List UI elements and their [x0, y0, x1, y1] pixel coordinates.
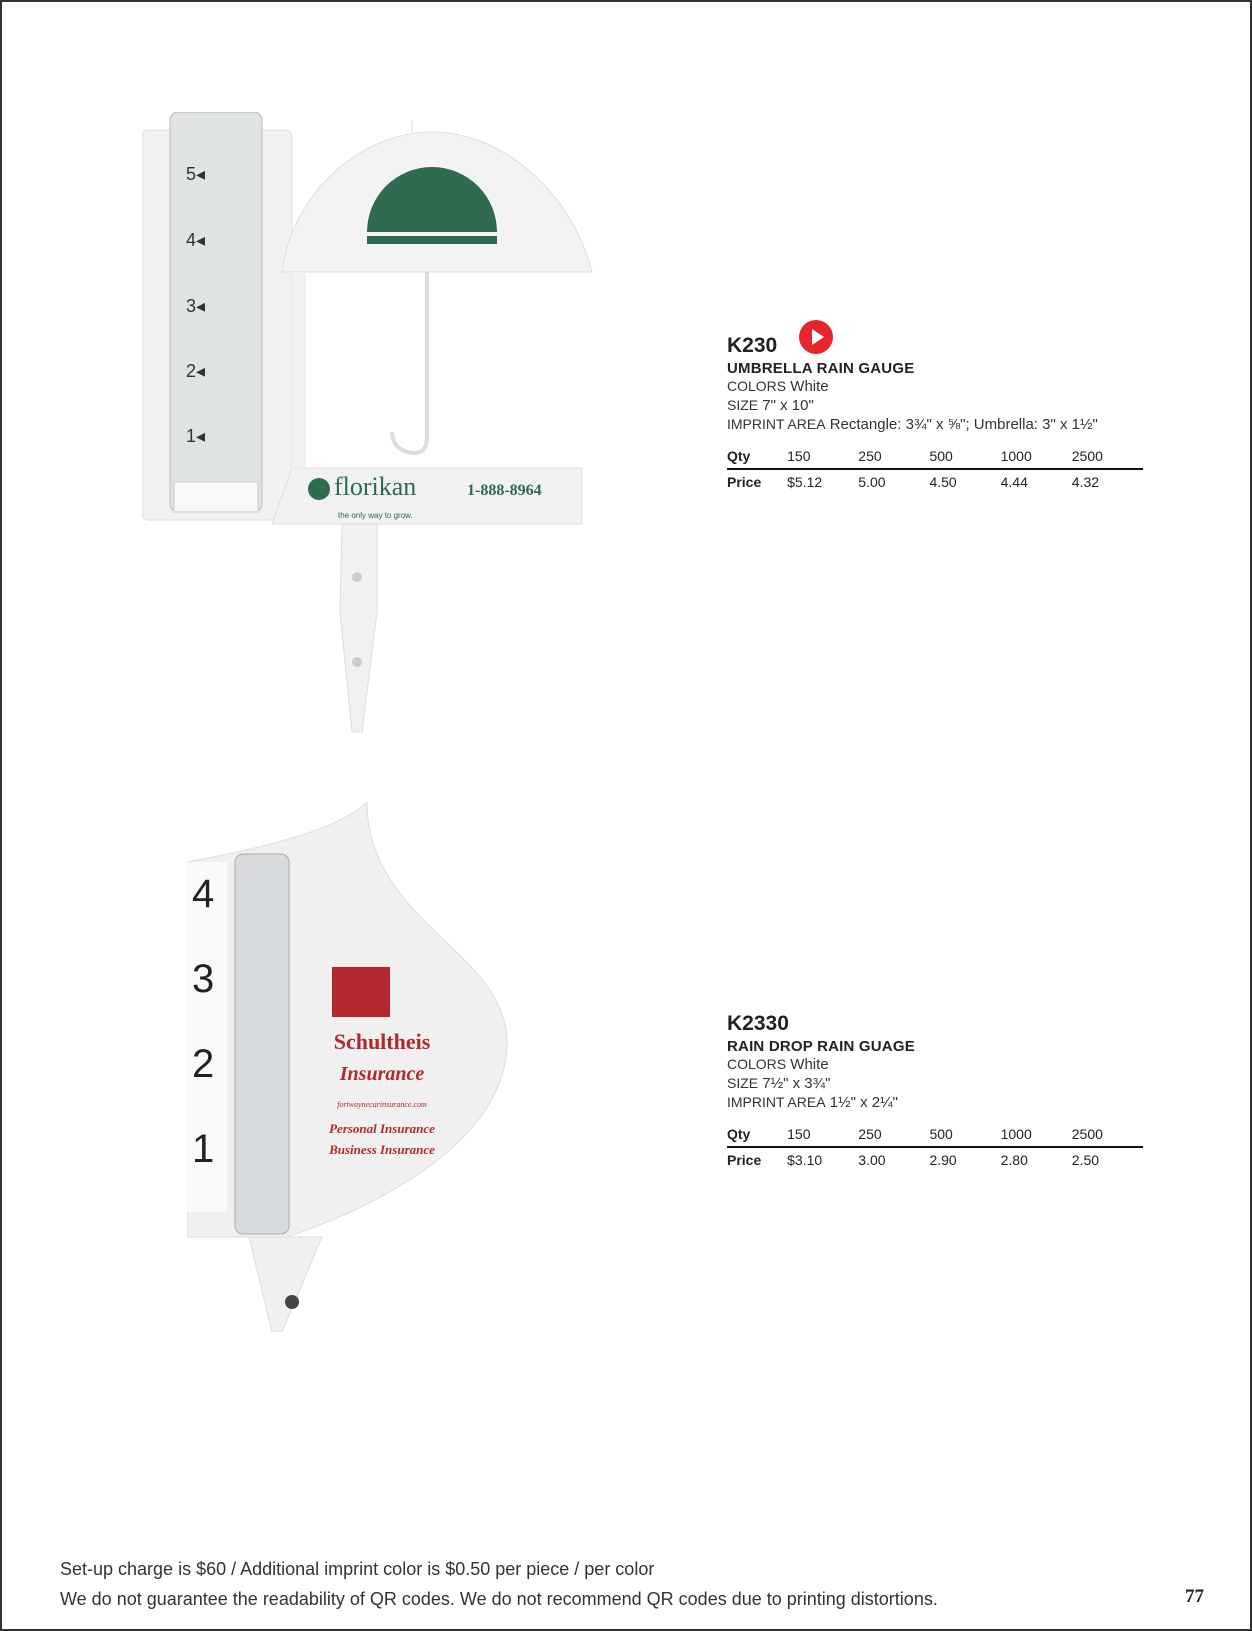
imprint-tagline: the only way to grow. [338, 511, 413, 520]
imprint-brand: Schultheis [333, 1029, 431, 1054]
qty-cell: 2500 [1072, 1122, 1143, 1147]
qty-label: Qty [727, 444, 787, 469]
qty-cell: 1000 [1001, 444, 1072, 469]
colors-value: White [790, 1056, 829, 1073]
svg-text:3◂: 3◂ [186, 296, 206, 316]
price-label: Price [727, 1152, 762, 1168]
imprint-label: IMPRINT AREA [727, 416, 826, 432]
product-name: RAIN DROP RAIN GUAGE [727, 1038, 915, 1055]
price-cell: 4.32 [1071, 474, 1100, 490]
qty-cell: 500 [929, 444, 1000, 469]
qty-cell: 250 [858, 444, 929, 469]
play-video-icon[interactable] [799, 320, 833, 354]
price-cell: 3.00 [858, 1152, 886, 1168]
price-table [727, 444, 1143, 494]
product-code: K2330 [727, 1012, 789, 1035]
qty-cell: 250 [858, 1122, 929, 1147]
svg-text:2◂: 2◂ [186, 361, 206, 381]
price-table [727, 1122, 1143, 1172]
rain-drop-rain-gauge-image [187, 802, 547, 1332]
price-cell: 5.00 [858, 474, 886, 490]
product-k230 [727, 334, 1143, 494]
price-cell: 4.44 [1000, 474, 1028, 490]
qty-cell: 150 [787, 1122, 858, 1147]
colors-label: COLORS [727, 378, 787, 394]
price-cell: 2.50 [1071, 1152, 1100, 1168]
product-code: K230 [727, 334, 778, 357]
imprint-value: 1½" x 2¼" [829, 1094, 898, 1111]
price-cell: 2.80 [1000, 1152, 1028, 1168]
qty-label: Qty [727, 1122, 787, 1147]
svg-text:1◂: 1◂ [186, 426, 206, 446]
imprint-phone: 1-888-8964 [467, 482, 542, 499]
qty-cell: 1000 [1001, 1122, 1072, 1147]
price-cell: $3.10 [787, 1152, 823, 1168]
product-k2330 [727, 1012, 1143, 1172]
svg-text:1: 1 [192, 1127, 215, 1171]
imprint-line2: Business Insurance [329, 1142, 435, 1157]
imprint-value: Rectangle: 3¾" x ⅝"; Umbrella: 3" x 1½" [829, 416, 1098, 433]
imprint-line1: Personal Insurance [329, 1121, 435, 1136]
qr-disclaimer: We do not guarantee the readability of QR codes. We do not recommend QR codes due to printing distortions. [60, 1589, 938, 1609]
size-label: SIZE [727, 1075, 759, 1091]
size-value: 7" x 10" [762, 397, 814, 414]
price-cell: 2.90 [929, 1152, 957, 1168]
page-number: 77 [1185, 1586, 1204, 1607]
svg-text:5◂: 5◂ [186, 164, 206, 184]
imprint-brand: florikan [334, 472, 417, 501]
price-label: Price [727, 474, 762, 490]
qty-cell: 500 [929, 1122, 1000, 1147]
setup-charge-note: Set-up charge is $60 / Additional imprint color is $0.50 per piece / per color [60, 1559, 655, 1579]
colors-label: COLORS [727, 1056, 787, 1072]
qty-cell: 2500 [1072, 444, 1143, 469]
imprint-label: IMPRINT AREA [727, 1094, 826, 1110]
size-label: SIZE [727, 397, 759, 413]
svg-text:3: 3 [192, 957, 215, 1001]
price-cell: $5.12 [787, 474, 823, 490]
imprint-brand-sub: Insurance [339, 1063, 425, 1085]
qty-cell: 150 [787, 444, 858, 469]
colors-value: White [790, 378, 829, 395]
umbrella-rain-gauge-image [142, 112, 602, 737]
svg-text:4: 4 [192, 872, 215, 916]
svg-text:4◂: 4◂ [186, 230, 206, 250]
price-cell: 4.50 [929, 474, 957, 490]
product-name: UMBRELLA RAIN GAUGE [727, 360, 915, 377]
svg-text:2: 2 [192, 1042, 215, 1086]
imprint-url: fortwaynecarinsurance.com [337, 1100, 427, 1109]
size-value: 7½" x 3¾" [762, 1075, 831, 1092]
